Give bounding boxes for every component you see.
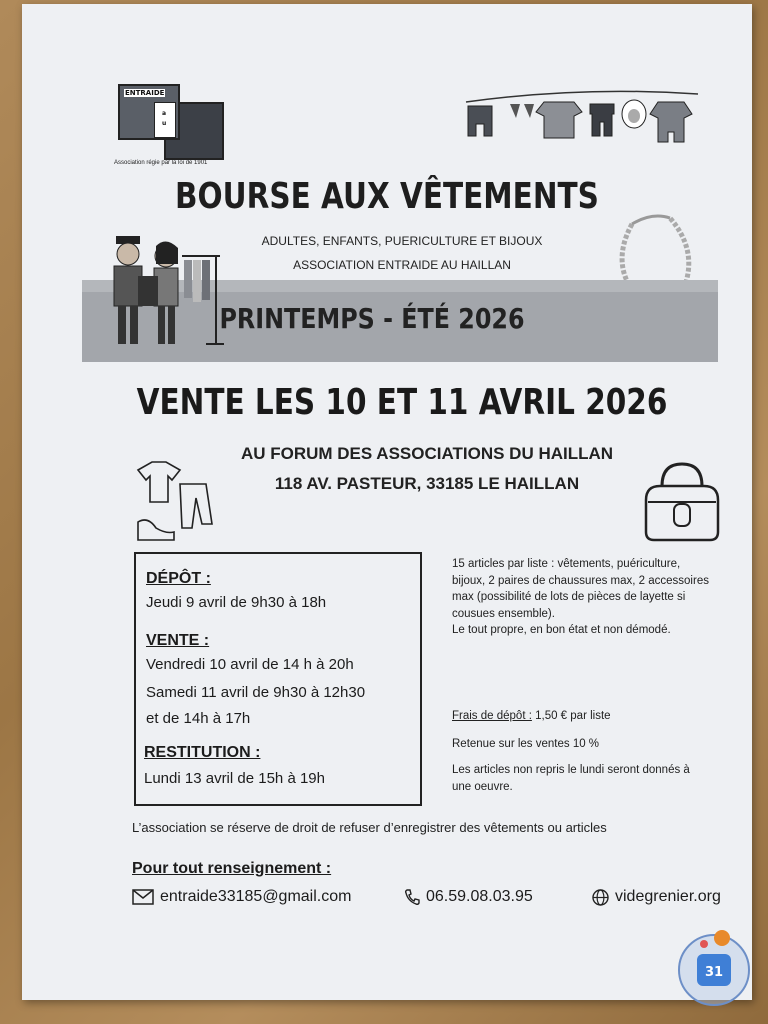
sales-commission: Retenue sur les ventes 10 % bbox=[452, 738, 600, 750]
calendar-app-badge[interactable] bbox=[678, 934, 750, 1006]
depot-time: Jeudi 9 avril de 9h30 à 18h bbox=[146, 594, 327, 611]
contact-heading: Pour tout renseignement : bbox=[132, 860, 332, 877]
depot-heading: DÉPÔT : bbox=[146, 570, 211, 587]
articles-per-list: 15 articles par liste : vêtements, puériculture, bijoux, 2 paires de chaussures max, 2 accessoires max (possibilité de lots de pièces de layette si cousues ensemble). bbox=[452, 558, 709, 620]
vente-saturday: Samedi 11 avril de 9h30 à 12h30 bbox=[146, 684, 366, 701]
articles-rules bbox=[452, 556, 712, 639]
contact-website bbox=[592, 888, 721, 906]
schedule-box bbox=[134, 552, 422, 806]
unclaimed-articles-note: Les articles non repris le lundi seront donnés à une oeuvre. bbox=[452, 764, 690, 793]
website-url: videgrenier.org bbox=[615, 888, 721, 905]
sale-dates-headline: VENTE LES 10 ET 11 AVRIL 2026 bbox=[136, 382, 668, 423]
association-logo bbox=[118, 84, 224, 158]
restitution-heading: RESTITUTION : bbox=[144, 744, 261, 761]
badge-dot-red bbox=[700, 940, 708, 948]
badge-dot-orange bbox=[714, 930, 730, 946]
logo-text-u: u bbox=[162, 120, 167, 127]
flyer-page bbox=[22, 4, 752, 1000]
venue-address: 118 AV. PASTEUR, 33185 LE HAILLAN bbox=[274, 474, 580, 493]
season-label: PRINTEMPS - ÉTÉ 2026 bbox=[219, 302, 525, 335]
baby-clothesline-illustration bbox=[462, 84, 702, 156]
globe-icon bbox=[592, 889, 609, 906]
fees-label: Frais de dépôt : bbox=[452, 710, 532, 722]
flyer-subtitle-categories: ADULTES, ENFANTS, PUERICULTURE ET BIJOUX bbox=[261, 234, 543, 248]
email-address: entraide33185@gmail.com bbox=[160, 888, 352, 905]
flyer-title: BOURSE AUX VÊTEMENTS bbox=[175, 176, 599, 217]
flyer-subtitle-association: ASSOCIATION ENTRAIDE AU HAILLAN bbox=[293, 258, 511, 272]
contact-phone bbox=[404, 888, 533, 906]
deposit-fees bbox=[452, 708, 611, 725]
fees-value: 1,50 € par liste bbox=[535, 710, 611, 722]
phone-icon bbox=[404, 889, 420, 905]
envelope-icon bbox=[132, 889, 154, 905]
vente-heading: VENTE : bbox=[146, 632, 210, 649]
restitution-time: Lundi 13 avril de 15h à 19h bbox=[144, 770, 325, 787]
logo-caption: Association régie par la loi de 1901 bbox=[114, 160, 208, 166]
handbag-illustration bbox=[640, 460, 724, 546]
logo-text-entraide: ENTRAIDE bbox=[125, 89, 165, 97]
articles-condition: Le tout propre, en bon état et non démodé. bbox=[452, 624, 671, 636]
vente-saturday-afternoon: et de 14h à 17h bbox=[146, 710, 251, 727]
venue-name: AU FORUM DES ASSOCIATIONS DU HAILLAN bbox=[240, 444, 614, 463]
phone-number: 06.59.08.03.95 bbox=[426, 888, 533, 905]
reservation-disclaimer: L’association se réserve de droit de refuser d’enregistrer des vêtements ou articles bbox=[132, 820, 607, 835]
vente-friday: Vendredi 10 avril de 14 h à 20h bbox=[146, 656, 354, 673]
logo-text-a: a bbox=[162, 110, 167, 117]
contact-email bbox=[132, 888, 351, 906]
calendar-icon: 31 bbox=[697, 954, 731, 986]
